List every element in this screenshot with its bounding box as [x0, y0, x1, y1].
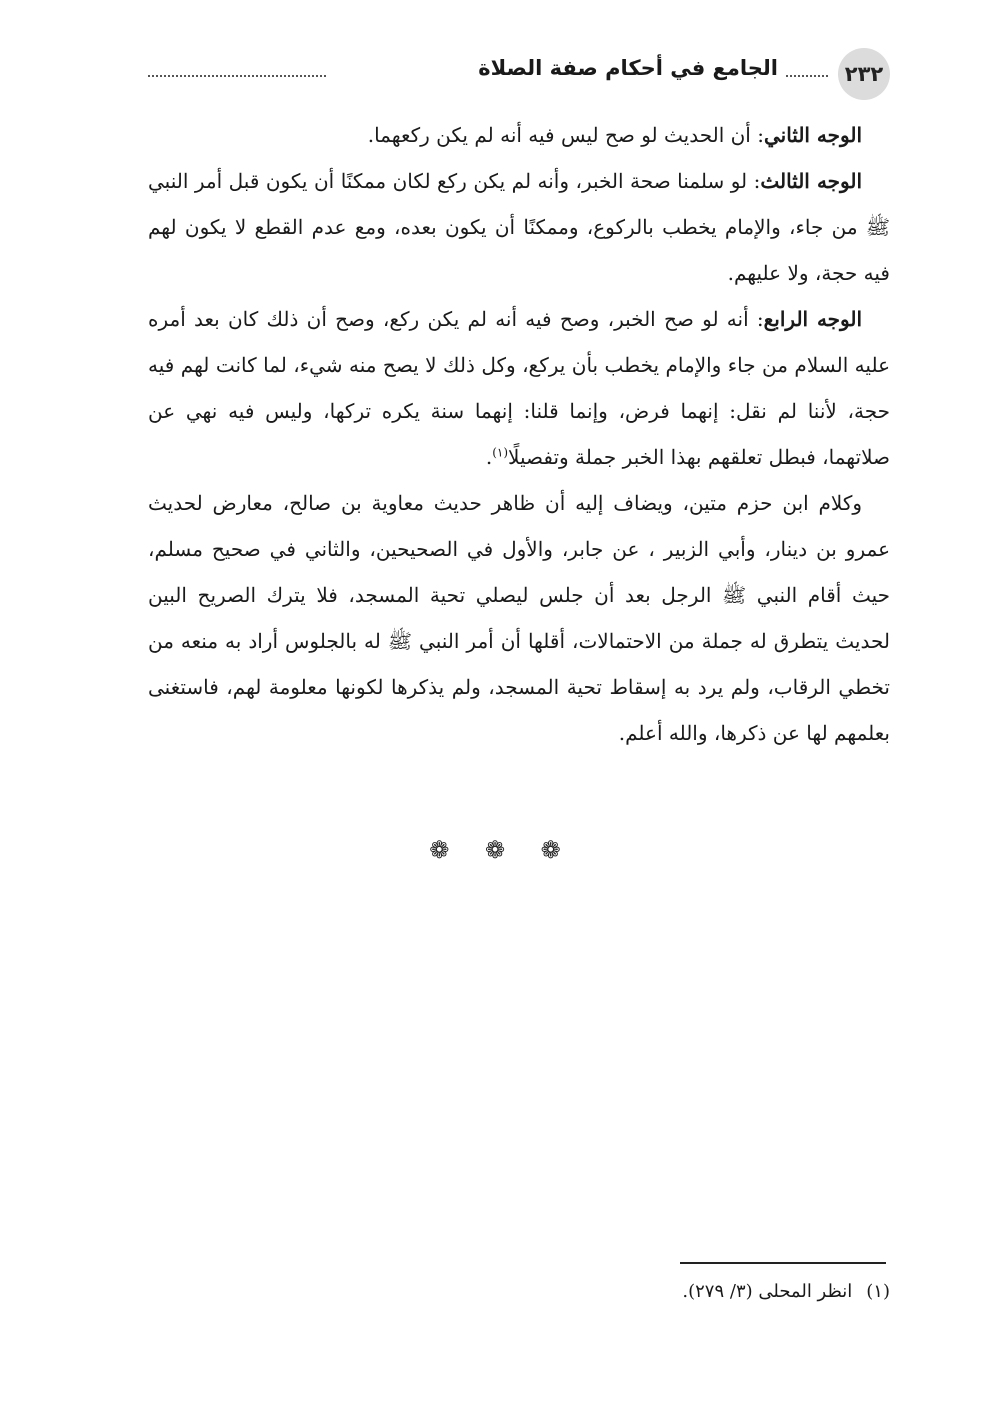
footnote-reference[interactable]: (١)	[492, 445, 509, 460]
paragraph-lead: الوجه الرابع	[763, 307, 863, 331]
footnote	[148, 1276, 890, 1308]
paragraph-second-aspect	[148, 112, 890, 158]
paragraph-third-aspect	[148, 158, 890, 296]
header-dotted-leader-right	[786, 75, 828, 77]
footnote-number: (١)	[866, 1281, 890, 1302]
footnote-divider	[680, 1262, 886, 1264]
paragraph-text: : أنه لو صح الخبر، وصح فيه أنه لم يكن ركع، وصح أن ذلك كان بعد أمره عليه السلام من جاء والإمام يخطب بأن يركع، وكل ذلك لا يصح منه شيء، لما كانت لهم فيه حجة، لأننا لم نقل: إنهما فرض، وإنما قلنا: إنهما سنة يكره تركها، وليس فيه نهي عن صلاتهما، فبطل تعلقهم بهذا الخبر جملة وتفصيلًا	[148, 307, 890, 469]
running-title: الجامع في أحكام صفة الصلاة	[478, 56, 778, 80]
paragraph-lead: الوجه الثالث	[760, 169, 863, 193]
section-separator-ornament: ❁ ❁ ❁	[429, 836, 575, 864]
body-text	[148, 112, 890, 756]
paragraph-tail: .	[485, 445, 493, 469]
footnote-text: انظر المحلى (٣/ ٢٧٩).	[682, 1281, 853, 1302]
paragraph-fourth-aspect	[148, 296, 890, 480]
paragraph-commentary	[148, 480, 890, 756]
paragraph-text: وكلام ابن حزم متين، ويضاف إليه أن ظاهر حديث معاوية بن صالح، معارض لحديث عمرو بن دينار، وأبي الزبير ، عن جابر، والأول في الصحيحين، والثاني في صحيح مسلم، حيث أقام النبي ﷺ الرجل بعد أن جلس ليصلي تحية المسجد، فلا يترك الصريح البين لحديث يتطرق له جملة من الاحتمالات، أقلها أن أمر النبي ﷺ له بالجلوس أراد به منعه من تخطي الرقاب، ولم يرد به إسقاط تحية المسجد، ولم يذكرها لكونها معلومة لهم، فاستغنى بعلمهم لها عن ذكرها، والله أعلم.	[148, 491, 890, 745]
paragraph-lead: الوجه الثاني	[763, 123, 862, 147]
page-header	[148, 48, 890, 100]
paragraph-text: : أن الحديث لو صح ليس فيه أنه لم يكن ركعهما.	[367, 123, 764, 147]
header-dotted-leader-left	[148, 75, 326, 77]
paragraph-text: : لو سلمنا صحة الخبر، وأنه لم يكن ركع لكان ممكنًا أن يكون قبل أمر النبي ﷺ من جاء، والإمام يخطب بالركوع، وممكنًا أن يكون بعده، ومع عدم القطع لا يكون لهم فيه حجة، ولا عليهم.	[148, 169, 890, 285]
page-number-badge: ٢٣٢	[838, 48, 890, 100]
